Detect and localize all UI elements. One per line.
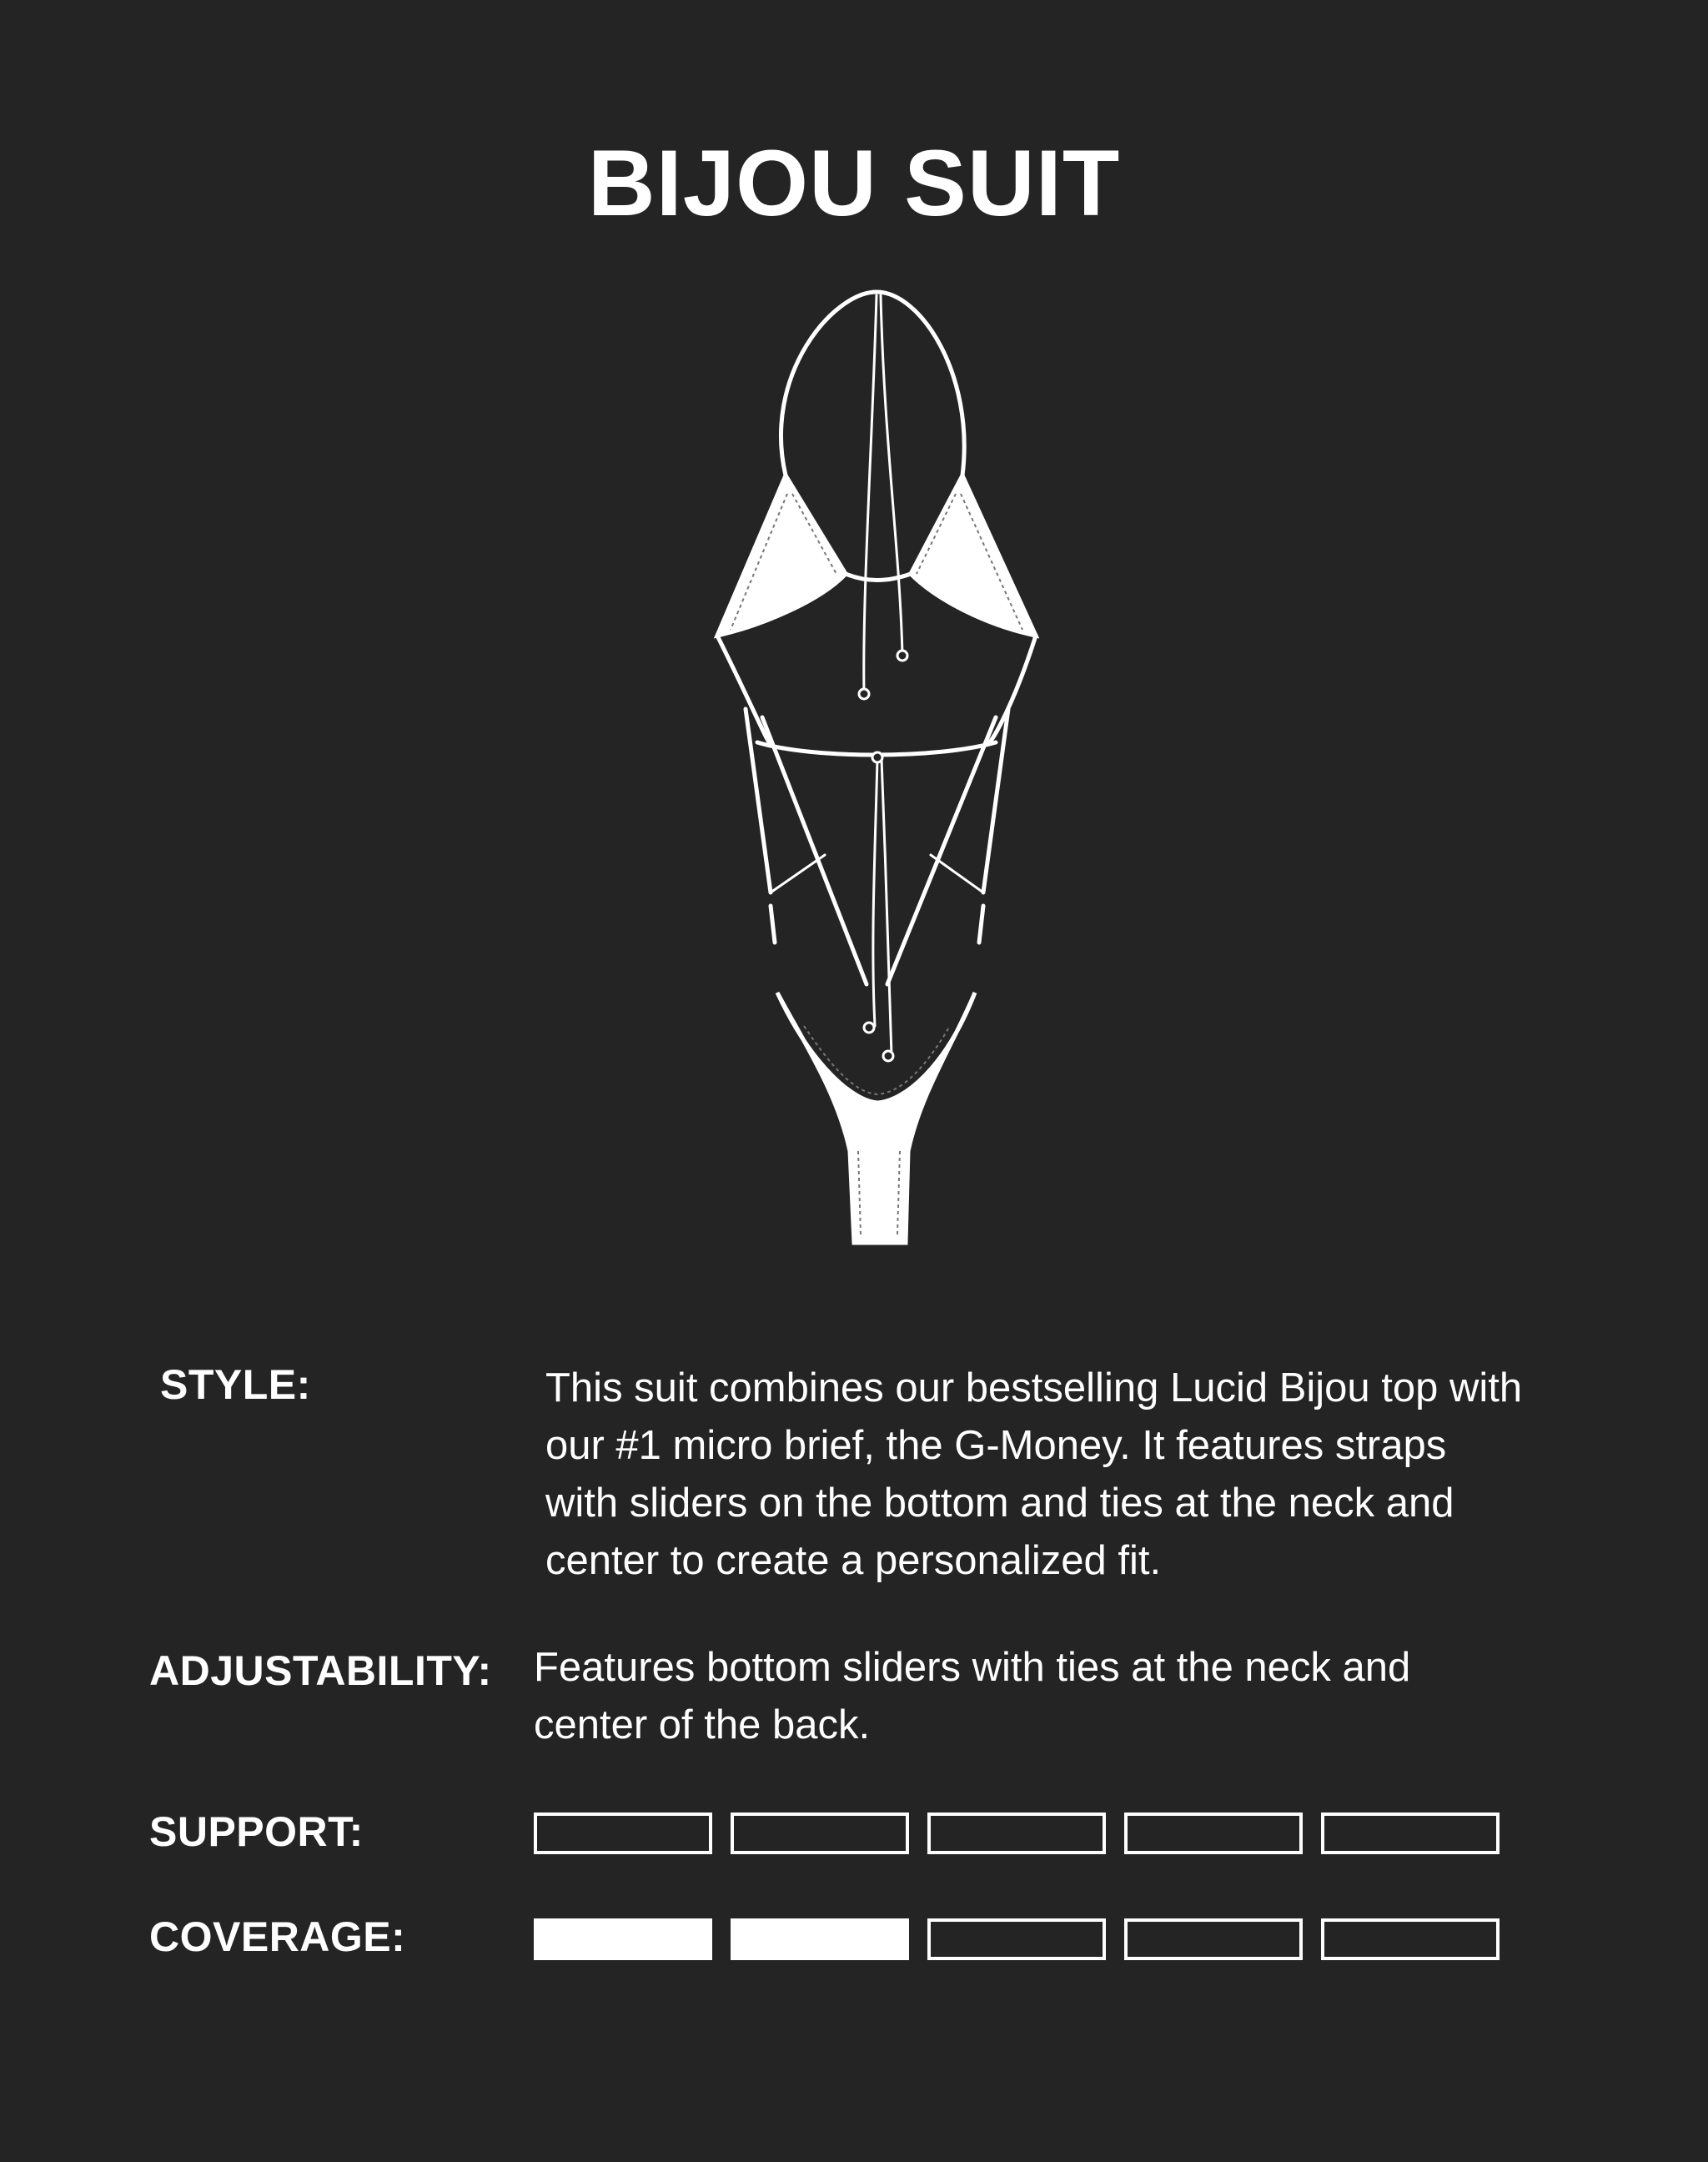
product-title: BIJOU SUIT (587, 131, 1121, 235)
rating-segment (927, 1813, 1106, 1854)
rating-segment (1321, 1918, 1500, 1960)
style-label: STYLE: (160, 1361, 311, 1408)
rating-segment (534, 1918, 712, 1960)
rating-segment (731, 1918, 909, 1960)
coverage-rating (534, 1918, 1500, 1960)
rating-segment (534, 1813, 712, 1854)
rating-segment (1321, 1813, 1500, 1854)
rating-segment (1124, 1813, 1303, 1854)
coverage-label: COVERAGE: (149, 1913, 406, 1960)
swimsuit-illustration (687, 275, 1054, 1259)
adjustability-description: Features bottom sliders with ties at the neck and center of the back. (534, 1645, 1411, 1747)
support-rating (534, 1813, 1500, 1854)
rating-segment (927, 1918, 1106, 1960)
adjustability-label: ADJUSTABILITY: (149, 1647, 492, 1694)
support-label: SUPPORT: (149, 1808, 364, 1855)
rating-segment (1124, 1918, 1303, 1960)
style-description: This suit combines our bestselling Lucid Bijou top with our #1 micro brief, the G-Money. It features straps with sliders on the bottom and ties at the neck and center to create a personalized fit. (545, 1365, 1523, 1583)
rating-segment (731, 1813, 909, 1854)
